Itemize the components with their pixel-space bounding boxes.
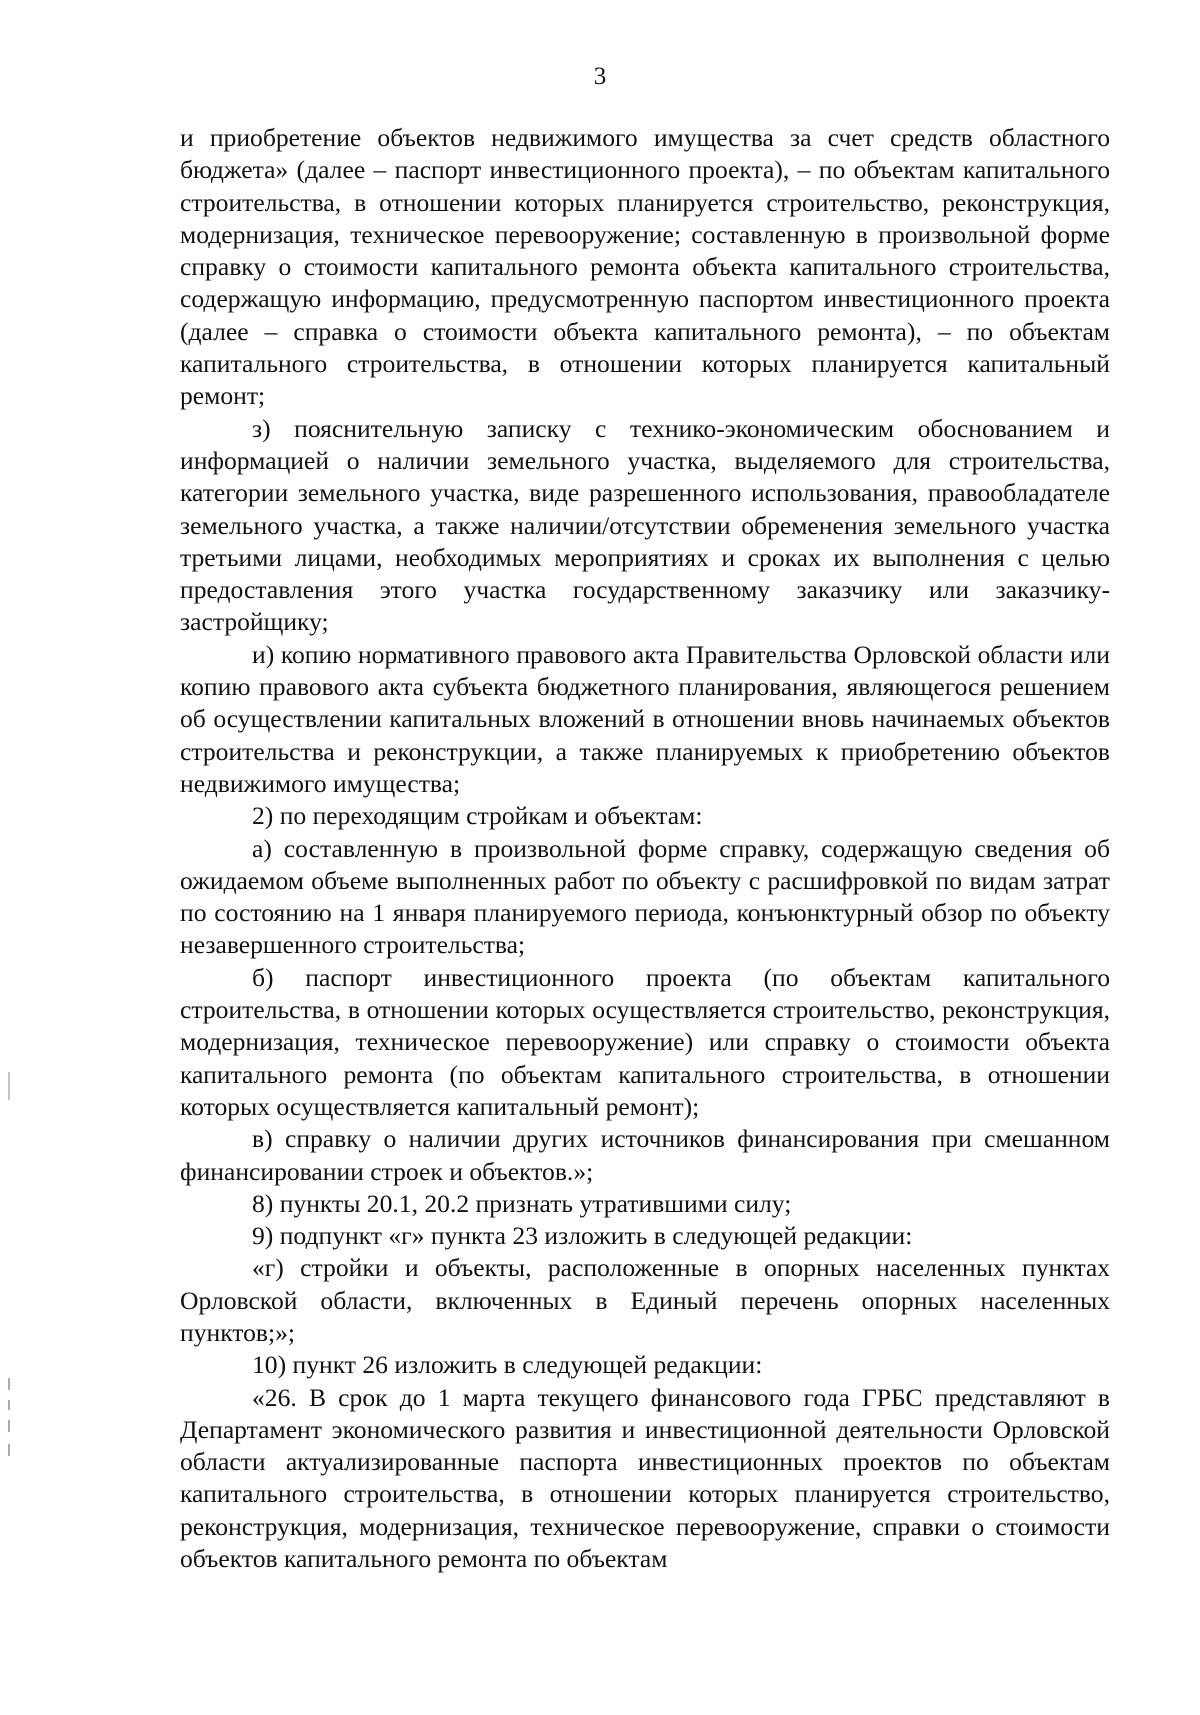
scan-mark (8, 1420, 10, 1432)
paragraph-item-v: в) справку о наличии других источников финансирования при смешанном финансировании строек и объектов.»; (180, 1124, 1110, 1186)
paragraph-item-10: 10) пункт 26 изложить в следующей редакции: (252, 1350, 763, 1380)
scan-mark (8, 1400, 10, 1410)
paragraph-item-26: «26. В срок до 1 марта текущего финансового года ГРБС представляют в Департамент экономического развития и инвестиционной деятельности Орловской области актуализированные паспорта инвестиционных проектов по объектам капитального строительства, в отношении которых планируется строительство, реконструкция, модернизация, техническое перевооружение, справки о стоимости объектов капитального ремонта по объектам (180, 1382, 1110, 1574)
paragraph-item-8: 8) пункты 20.1, 20.2 признать утратившими силу; (252, 1188, 792, 1218)
paragraph-item-i: и) копию нормативного правового акта Правительства Орловской области или копию правового акта субъекта бюджетного планирования, являющегося решением об осуществлении капитальных вложений в отношении вновь начинаемых объектов строительства и реконструкции, а также планируемых к приобретению объектов недвижимого имущества; (180, 639, 1110, 798)
paragraph-item-b: б) паспорт инвестиционного проекта (по объектам капитального строительства, в отношении которых осуществляется строительство, реконструкция, модернизация, техническое перевооружение) или справку о стоимости объекта капитального ремонта (по объектам капитального строительства, в отношении которых осуществляется капитальный ремонт); (180, 962, 1110, 1121)
paragraph-item-a: а) составленную в произвольной форме справку, содержащую сведения об ожидаемом объеме выполненных работ по объекту с расшифровкой по видам затрат по состоянию на 1 января планируемого периода, конъюнктурный обзор по объекту незавершенного строительства; (180, 833, 1110, 960)
paragraph-continuation: и приобретение объектов недвижимого имущества за счет средств областного бюджета» (далее – паспорт инвестиционного проекта), – по объектам капитального строительства, в отношении которых планируется строительство, реконструкция, модернизация, техническое перевооружение; составленную в произвольной форме справку о стоимости капитального ремонта объекта капитального строительства, содержащую информацию, предусмотренную паспортом инвестиционного проекта (далее – справка о стоимости объекта капитального ремонта), – по объектам капитального строительства, в отношении которых планируется капитальный ремонт; (180, 123, 1110, 411)
page-number: 3 (593, 63, 607, 90)
paragraph-item-9: 9) подпункт «г» пункта 23 изложить в следующей редакции: (252, 1221, 913, 1251)
paragraph-item-z: з) пояснительную записку с технико-экономическим обоснованием и информацией о наличии земельного участка, выделяемого для строительства, категории земельного участка, виде разрешенного использования, правообладателе земельного участка, а также наличии/отсутствии обременения земельного участка третьими лицами, необходимых мероприятиях и сроках их выполнения с целью предоставления этого участка государственному заказчику или заказчику-застройщику; (180, 413, 1110, 637)
document-body (180, 122, 1110, 1575)
scan-mark (8, 1444, 10, 1456)
paragraph-item-g: «г) стройки и объекты, расположенные в опорных населенных пунктах Орловской области, включенных в Единый перечень опорных населенных пунктов;»; (180, 1253, 1110, 1347)
paragraph-item-2: 2) по переходящим стройкам и объектам: (252, 801, 703, 831)
scan-mark (8, 1378, 10, 1390)
scan-mark (8, 1072, 10, 1100)
